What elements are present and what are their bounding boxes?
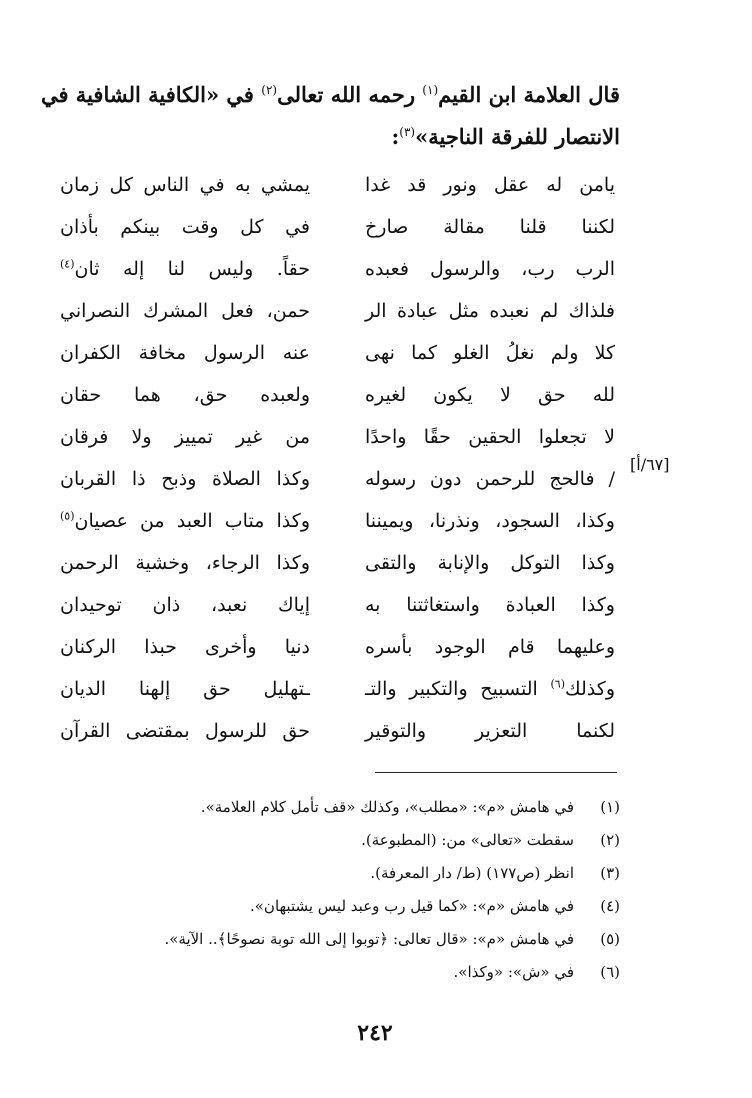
verse-13-first-rest: التسبيح والتكبير والتـ — [365, 678, 551, 700]
footnote-ref-5: (٥) — [60, 509, 75, 523]
footnote-5-number: (٥) — [600, 929, 620, 948]
verse-6-second-hemistich: ولعبده حق، هما حقان — [60, 384, 310, 406]
verse-9 — [60, 500, 615, 542]
verse-7-second-hemistich: من غير تمييز ولا فرقان — [60, 426, 310, 448]
footnote-2-number: (٢) — [600, 830, 620, 849]
verse-2-second-hemistich: في كل وقت بينكم بأذان — [60, 216, 310, 238]
manuscript-folio-marker: [٦٧/أ] — [630, 455, 670, 474]
verse-9-second-text: وكذا متاب العبد من عصيان — [74, 510, 310, 532]
verse-13 — [60, 668, 615, 710]
verse-12 — [60, 626, 615, 668]
verse-3 — [60, 248, 615, 290]
verse-13-first-text: وكذلك — [565, 678, 615, 700]
verse-9-first-hemistich: وكذا، السجود، ونذرنا، ويميننا — [365, 510, 615, 532]
footnote-5-text: في هامش «م»: «قال تعالى: ﴿توبوا إلى الله توبة نصوحًا﴾.. الآية». — [164, 929, 574, 948]
footnote-4-number: (٤) — [600, 896, 620, 915]
intro-text-1: قال العلامة ابن القيم — [438, 82, 620, 107]
footnote-3 — [40, 856, 620, 889]
footnote-1-number: (١) — [600, 797, 620, 816]
verse-13-first-hemistich — [365, 678, 615, 700]
verse-5-first-hemistich: كلا ولم نغلُ الغلو كما نهى — [365, 342, 615, 364]
verse-4-first-hemistich: فلذاك لم نعبده مثل عبادة الر — [365, 300, 615, 322]
footnote-4 — [40, 889, 620, 922]
intro-text-3: في «الكافية الشافية في الانتصار للفرقة الناجية» — [40, 82, 620, 149]
verse-3-second-hemistich — [60, 258, 310, 280]
verse-13-second-hemistich: ـتهليل حق إلهنا الديان — [60, 678, 310, 700]
verse-1-first-hemistich: يامن له عقل ونور قد غدا — [365, 174, 615, 196]
page-number: ٢٤٢ — [357, 1020, 393, 1046]
verse-10 — [60, 542, 615, 584]
footnote-divider — [375, 772, 617, 773]
verse-5-second-hemistich: عنه الرسول مخافة الكفران — [60, 342, 310, 364]
verse-11 — [60, 584, 615, 626]
verse-8 — [60, 458, 615, 500]
verse-7-first-hemistich: لا تجعلوا الحقين حقًا واحدًا — [365, 426, 615, 448]
footnote-4-text: في هامش «م»: «كما قيل رب وعبد ليس يشتبهان». — [249, 896, 574, 915]
footnote-1 — [40, 790, 620, 823]
verse-3-second-text: حقاً. وليس لنا إله ثان — [74, 258, 310, 280]
verse-9-second-hemistich — [60, 510, 310, 532]
footnote-3-number: (٣) — [600, 863, 620, 882]
verse-10-second-hemistich: وكذا الرجاء، وخشية الرحمن — [60, 552, 310, 574]
poem-verses — [60, 164, 615, 752]
verse-8-first-hemistich: / فالحج للرحمن دون رسوله — [365, 468, 615, 490]
verse-8-second-hemistich: وكذا الصلاة وذبح ذا القربان — [60, 468, 310, 490]
verse-4-second-hemistich: حمن، فعل المشرك النصراني — [60, 300, 310, 322]
verse-1 — [60, 164, 615, 206]
verse-1-second-hemistich: يمشي به في الناس كل زمان — [60, 174, 310, 196]
footnote-2 — [40, 823, 620, 856]
intro-paragraph — [40, 74, 620, 158]
footnote-ref-6: (٦) — [550, 677, 565, 691]
verse-2-first-hemistich: لكننا قلنا مقالة صارخ — [365, 216, 615, 238]
footnote-ref-3: (٣) — [399, 125, 416, 139]
intro-text-2: رحمه الله تعالى — [277, 82, 423, 107]
footnote-ref-2: (٢) — [261, 83, 278, 97]
footnote-5 — [40, 922, 620, 955]
footnote-ref-4: (٤) — [60, 257, 75, 271]
footnote-6-number: (٦) — [600, 962, 620, 981]
intro-text-4: : — [391, 124, 400, 149]
verse-11-second-hemistich: إياك نعبد، ذان توحيدان — [60, 594, 310, 616]
verse-4 — [60, 290, 615, 332]
footnotes — [40, 790, 620, 988]
verse-14-first-hemistich: لكنما التعزير والتوقير — [365, 720, 615, 742]
verse-6-first-hemistich: لله حق لا يكون لغيره — [365, 384, 615, 406]
verse-12-first-hemistich: وعليهما قام الوجود بأسره — [365, 636, 615, 658]
verse-11-first-hemistich: وكذا العبادة واستغاثتنا به — [365, 594, 615, 616]
footnote-1-text: في هامش «م»: «مطلب»، وكذلك «قف تأمل كلام العلامة». — [200, 797, 574, 816]
verse-3-first-hemistich: الرب رب، والرسول فعبده — [365, 258, 615, 280]
footnote-ref-1: (١) — [422, 83, 439, 97]
verse-6 — [60, 374, 615, 416]
verse-7 — [60, 416, 615, 458]
footnote-6-text: في «ش»: «وكذا». — [453, 962, 574, 981]
verse-10-first-hemistich: وكذا التوكل والإنابة والتقى — [365, 552, 615, 574]
verse-12-second-hemistich: دنيا وأخرى حبذا الركنان — [60, 636, 310, 658]
verse-2 — [60, 206, 615, 248]
footnote-2-text: سقطت «تعالى» من: (المطبوعة). — [361, 830, 574, 849]
footnote-3-text: انظر (ص١٧٧) (ط/ دار المعرفة). — [370, 863, 574, 882]
verse-14-second-hemistich: حق للرسول بمقتضى القرآن — [60, 720, 310, 742]
footnote-6 — [40, 955, 620, 988]
verse-5 — [60, 332, 615, 374]
verse-14 — [60, 710, 615, 752]
